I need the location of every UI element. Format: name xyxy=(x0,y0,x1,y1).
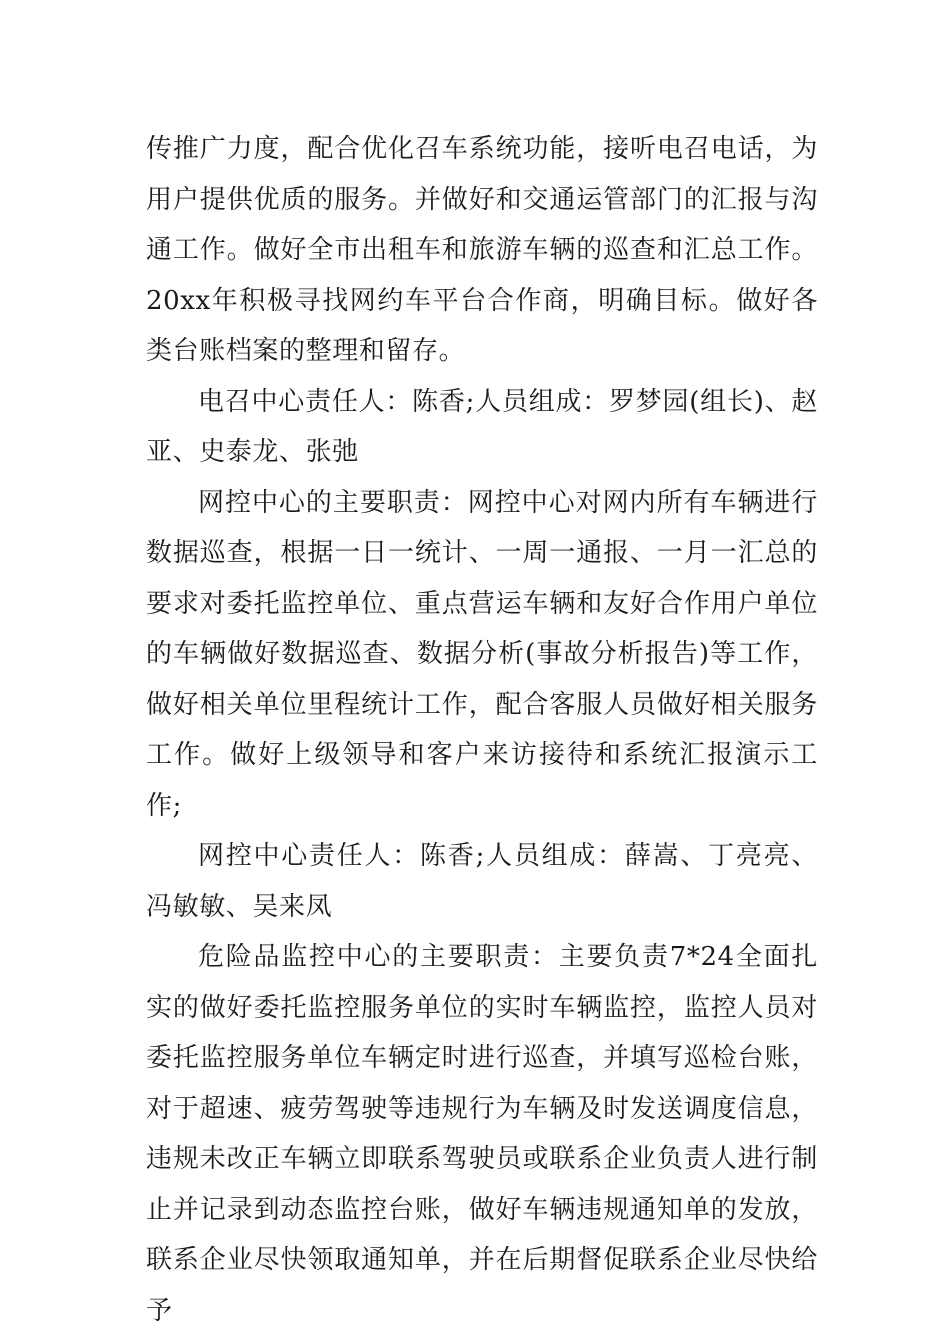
paragraph-duties-continued: 传推广力度，配合优化召车系统功能，接听电召电话，为用户提供优质的服务。并做好和交通运管部门的汇报与沟通工作。做好全市出租车和旅游车辆的巡查和汇总工作。20xx年积极寻找网约车平台合作商，明确目标。做好各类台账档案的整理和留存。 xyxy=(146,134,818,366)
document-body xyxy=(146,124,818,1336)
paragraph-hazmat-monitoring-duties: 危险品监控中心的主要职责：主要负责7*24全面扎实的做好委托监控服务单位的实时车辆监控，监控人员对委托监控服务单位车辆定时进行巡查，并填写巡检台账，对于超速、疲劳驾驶等违规行为车辆及时发送调度信息，违规未改正车辆立即联系驾驶员或联系企业负责人进行制止并记录到动态监控台账，做好车辆违规通知单的发放，联系企业尽快领取通知单，并在后期督促联系企业尽快给予 xyxy=(146,942,818,1326)
paragraph-dispatch-center-staff: 电召中心责任人：陈香;人员组成：罗梦园(组长)、赵亚、史泰龙、张弛 xyxy=(146,386,818,467)
paragraph-network-control-duties: 网控中心的主要职责：网控中心对网内所有车辆进行数据巡查，根据一日一统计、一周一通报、一月一汇总的要求对委托监控单位、重点营运车辆和友好合作用户单位的车辆做好数据巡查、数据分析(事故分析报告)等工作，做好相关单位里程统计工作，配合客服人员做好相关服务工作。做好上级领导和客户来访接待和系统汇报演示工作; xyxy=(146,487,818,821)
paragraph-network-control-staff: 网控中心责任人：陈香;人员组成：薛嵩、丁亮亮、冯敏敏、吴来凤 xyxy=(146,841,818,922)
